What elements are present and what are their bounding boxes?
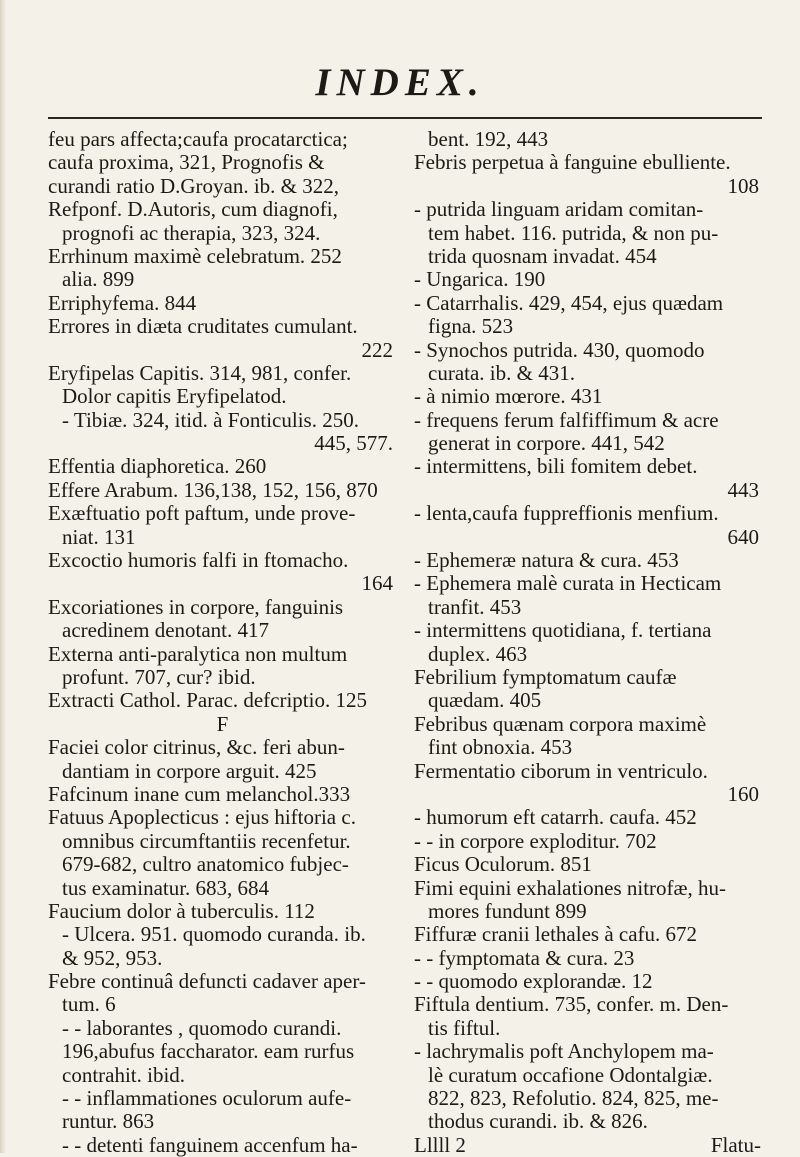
index-line: Dolor capitis Eryfipelatod. [62, 384, 287, 409]
index-line: dantiam in corpore arguit. 425 [62, 758, 317, 783]
index-line: Excoriationes in corpore, fanguinis [48, 594, 344, 619]
index-line: feu pars affecta;caufa procatarctica; [48, 127, 348, 151]
index-line: Fermentatio ciborum in ventriculo. [414, 758, 708, 783]
index-line: Effentia diaphoretica. 260 [48, 454, 267, 479]
index-line: - frequens ferum falfiffimum & acre [414, 407, 719, 432]
index-line: - intermittens, bili fomitem debet. [414, 454, 698, 479]
index-line: fint obnoxia. 453 [428, 735, 573, 760]
index-line: contrahit. ibid. [62, 1062, 186, 1087]
index-line: 445, 577. [314, 431, 393, 456]
index-line: curandi ratio D.Groyan. ib. & 322, [48, 173, 340, 198]
signature-mark: Lllll 2 [414, 1132, 466, 1157]
index-line: - Ulcera. 951. quomodo curanda. ib. [62, 922, 366, 947]
index-line: - lachrymalis poft Anchylopem ma- [414, 1039, 714, 1064]
index-line: curata. ib. & 431. [428, 360, 575, 385]
index-line: 443 [727, 477, 759, 502]
index-line: alia. 899 [62, 267, 135, 292]
index-line: lè curatum occafione Odontalgiæ. [428, 1062, 713, 1087]
index-line: Febribus quænam corpora maximè [414, 711, 707, 736]
index-line: Fiftula dentium. 735, confer. m. Den- [414, 992, 729, 1017]
index-line: - Catarrhalis. 429, 454, ejus quædam [414, 290, 724, 315]
index-line: - lenta,caufa fuppreffionis menfium. [414, 501, 719, 526]
index-line: Febris perpetua à fanguine ebulliente. [414, 150, 731, 175]
index-line: tum. 6 [62, 992, 116, 1017]
index-line: duplex. 463 [428, 641, 528, 666]
index-line: Exæftuatio poft paftum, unde prove- [48, 501, 356, 526]
letter-heading: F [216, 711, 229, 736]
index-line: Eryfipelas Capitis. 314, 981, confer. [48, 360, 352, 385]
index-line: acredinem denotant. 417 [62, 618, 270, 643]
index-line: 196,abufus faccharator. eam rurfus [62, 1039, 355, 1064]
index-line: Errores in diæta cruditates cumulant. [48, 314, 358, 339]
index-line: Refponf. D.Autoris, cum diagnofi, [48, 197, 338, 222]
index-line: omnibus circumftantiis recenfetur. [62, 828, 351, 853]
index-line: - Ephemera malè curata in Hecticam [414, 571, 722, 596]
index-line: Fatuus Apoplecticus : ejus hiftoria c. [48, 805, 356, 830]
index-line: tem habet. 116. putrida, & non pu- [428, 220, 719, 245]
catchword: Flatu- [710, 1132, 761, 1157]
page-edge-shadow [0, 0, 6, 1153]
index-line: tus examinatur. 683, 684 [62, 875, 270, 900]
index-line: - - laborantes , quomodo curandi. [62, 1015, 342, 1040]
index-line: caufa proxima, 321, Prognofis & [48, 150, 325, 175]
index-line: trida quosnam invadat. 454 [428, 243, 657, 268]
index-line: Fimi equini exhalationes nitrofæ, hu- [414, 875, 727, 900]
index-line: 164 [361, 571, 393, 596]
index-line: Febrilium fymptomatum caufæ [414, 664, 677, 689]
index-line: quædam. 405 [428, 688, 542, 713]
index-line: - Synochos putrida. 430, quomodo [414, 337, 705, 362]
index-line: Ficus Oculorum. 851 [414, 852, 592, 877]
index-line: Effere Arabum. 136,138, 152, 156, 870 [48, 477, 378, 502]
index-column-left [48, 128, 397, 1157]
index-line: - intermittens quotidiana, f. tertiana [414, 618, 712, 643]
index-line: Extracti Cathol. Parac. defcriptio. 125 [48, 688, 367, 713]
page-footer-line [414, 1134, 763, 1157]
index-line: - - fymptomata & cura. 23 [414, 945, 635, 970]
index-line: Fiffuræ cranii lethales à cafu. 672 [414, 922, 698, 947]
index-line: 160 [727, 781, 759, 806]
index-line: 822, 823, Refolutio. 824, 825, me- [428, 1086, 719, 1111]
index-line: runtur. 863 [62, 1109, 155, 1134]
index-line: bent. 192, 443 [428, 127, 549, 151]
index-line: tis fiftul. [428, 1015, 501, 1040]
index-line: thodus curandi. ib. & 826. [428, 1109, 648, 1134]
index-line: prognofi ac therapia, 323, 324. [62, 220, 321, 245]
index-line: - - detenti fanguinem accenfum ha- [62, 1132, 358, 1157]
index-line: Faciei color citrinus, &c. feri abun- [48, 735, 345, 760]
index-line: Externa anti-paralytica non multum [48, 641, 348, 666]
index-line: - Tibiæ. 324, itid. à Fonticulis. 250. [62, 407, 359, 432]
index-line: Faucium dolor à tuberculis. 112 [48, 898, 315, 923]
index-line: & 952, 953. [62, 945, 163, 970]
index-line: 222 [361, 337, 393, 362]
index-line: Excoctio humoris falfi in ftomacho. [48, 548, 349, 573]
index-line: - Ungarica. 190 [414, 267, 546, 292]
index-line: niat. 131 [62, 524, 136, 549]
index-line: mores fundunt 899 [428, 898, 587, 923]
index-line: Errhinum maximè celebratum. 252 [48, 243, 342, 268]
index-line: - Ephemeræ natura & cura. 453 [414, 548, 679, 573]
index-line: tranfit. 453 [428, 594, 522, 619]
header-rule [48, 117, 762, 119]
index-line: - - inflammationes oculorum aufe- [62, 1086, 352, 1111]
page-title: INDEX. [315, 61, 485, 104]
index-column-right [414, 128, 763, 1157]
index-line: Fafcinum inane cum melanchol.333 [48, 781, 351, 806]
index-line: - humorum eft catarrh. caufa. 452 [414, 805, 697, 830]
index-line: 108 [727, 173, 759, 198]
index-line: - putrida linguam aridam comitan- [414, 197, 704, 222]
index-line: figna. 523 [428, 314, 514, 339]
index-line: generat in corpore. 441, 542 [428, 431, 665, 456]
index-line: 679-682, cultro anatomico fubjec- [62, 852, 349, 877]
index-line: Febre continuâ defuncti cadaver aper- [48, 969, 366, 994]
index-line: profunt. 707, cur? ibid. [62, 664, 256, 689]
index-line: - à nimio mœrore. 431 [414, 384, 603, 409]
index-line: 640 [727, 524, 759, 549]
index-line: - - quomodo explorandæ. 12 [414, 969, 653, 994]
index-line: - - in corpore exploditur. 702 [414, 828, 657, 853]
index-line: Erriphyfema. 844 [48, 290, 197, 315]
